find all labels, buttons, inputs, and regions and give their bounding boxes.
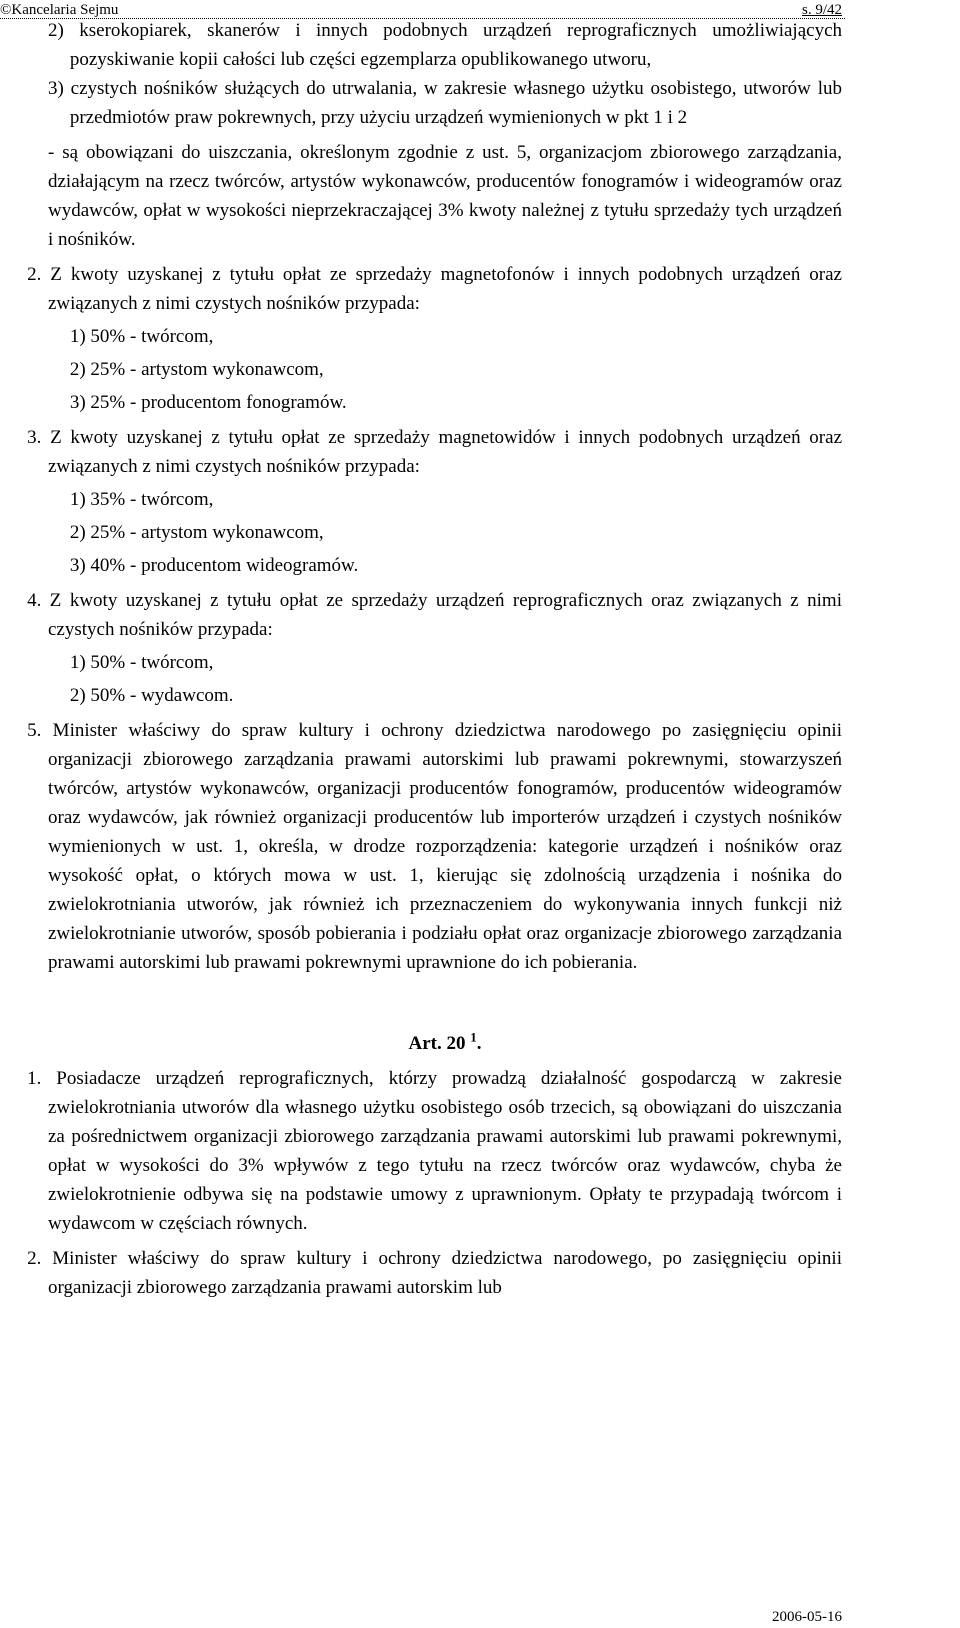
article-paragraph-1: 1. Posiadacze urządzeń reprograficznych, którzy prowadzą działalność gospodarczą w zakresie zwielokrotniania utworów dla własnego użytku osobistego osób trzecich, są obowiązani do uiszczania za pośrednictwem organizacji zbiorowego zarządzania prawami autorskimi lub prawami pokrewnymi, opłat w wysokości do 3% wpływów z tego tytułu na rzecz twórców oraz wydawców, chyba że zwielokrotnienie odbywa się na podstawie umowy z uprawnionym. Opłaty te przypadają twórcom i wydawcom w częściach równych.	[27, 1068, 842, 1234]
article-superscript: 1	[470, 1029, 477, 1045]
paragraph-2: 2. Z kwoty uzyskanej z tytułu opłat ze sprzedaży magnetofonów i innych podobnych urządzeń oraz związanych z nimi czystych nośników przypada:	[27, 264, 842, 314]
list-item: 2) 25% - artystom wykonawcom,	[69, 522, 324, 543]
header-page-number: s. 9/42	[801, 2, 842, 18]
paragraph-3-list	[48, 485, 842, 580]
list-item: 1) 35% - twórcom,	[69, 489, 214, 510]
paragraph-2-list	[48, 322, 842, 417]
point-2: 2) kserokopiarek, skanerów i innych podobnych urządzeń reprograficznych umożliwiających pozyskiwanie kopii całości lub części egzemplarza opublikowanego utworu,	[48, 20, 842, 70]
point-3: 3) czystych nośników służących do utrwalania, w zakresie własnego użytku osobistego, utworów lub przedmiotów praw pokrewnych, przy użyciu urządzeń wymienionych w pkt 1 i 2	[48, 78, 842, 128]
list-item: 3) 25% - producentom fonogramów.	[69, 392, 347, 413]
paragraph-4: 4. Z kwoty uzyskanej z tytułu opłat ze sprzedaży urządzeń reprograficznych oraz związanych z nimi czystych nośników przypada:	[27, 590, 842, 640]
list-item: 1) 50% - twórcom,	[69, 326, 214, 347]
list-item: 3) 40% - producentom wideogramów.	[69, 555, 359, 576]
header-source: ©Kancelaria Sejmu	[0, 2, 119, 18]
article-heading	[48, 1029, 842, 1058]
list-item: 2) 50% - wydawcom.	[69, 685, 234, 706]
article-paragraph-2: 2. Minister właściwy do spraw kultury i ochrony dziedzictwa narodowego, po zasięgnięciu opinii organizacji zbiorowego zarządzania prawami autorskim lub	[27, 1248, 842, 1298]
footer-date: 2006-05-16	[772, 1609, 842, 1625]
paragraph-5: 5. Minister właściwy do spraw kultury i ochrony dziedzictwa narodowego po zasięgnięciu opinii organizacji zbiorowego zarządzania prawami autorskimi lub prawami pokrewnymi, stowarzyszeń twórców, artystów wykonawców, organizacji producentów fonogramów, producentów wideogramów oraz wydawców, jak również organizacji producentów lub importerów urządzeń i czystych nośników wymienionych w ust. 1, określa, w drodze rozporządzenia: kategorie urządzeń i nośników oraz wysokość opłat, o których mowa w ust. 1, kierując się zdolnością urządzenia i nośnika do zwielokrotniania utworów, jak również ich przeznaczeniem do wykonywania innych funkcji niż zwielokrotnianie utworów, sposób pobierania i podziału opłat oraz organizacje zbiorowego zarządzania prawami autorskimi lub prawami pokrewnymi uprawnione do ich pobierania.	[27, 720, 842, 973]
document-body	[27, 16, 842, 1302]
paragraph-3: 3. Z kwoty uzyskanej z tytułu opłat ze sprzedaży magnetowidów i innych podobnych urządzeń oraz związanych z nimi czystych nośników przypada:	[27, 427, 842, 477]
list-item: 2) 25% - artystom wykonawcom,	[69, 359, 324, 380]
article-heading-dot: .	[476, 1033, 482, 1054]
obligation-clause: - są obowiązani do uiszczania, określonym zgodnie z ust. 5, organizacjom zbiorowego zarządzania, działającym na rzecz twórców, artystów wykonawców, producentów fonogramów i wideogramów oraz wydawców, opłat w wysokości nieprzekraczającej 3% kwoty należnej z tytułu sprzedaży tych urządzeń i nośników.	[48, 142, 842, 250]
article-title: Art. 20	[408, 1033, 466, 1054]
list-item: 1) 50% - twórcom,	[69, 652, 214, 673]
paragraph-4-list	[48, 648, 842, 710]
